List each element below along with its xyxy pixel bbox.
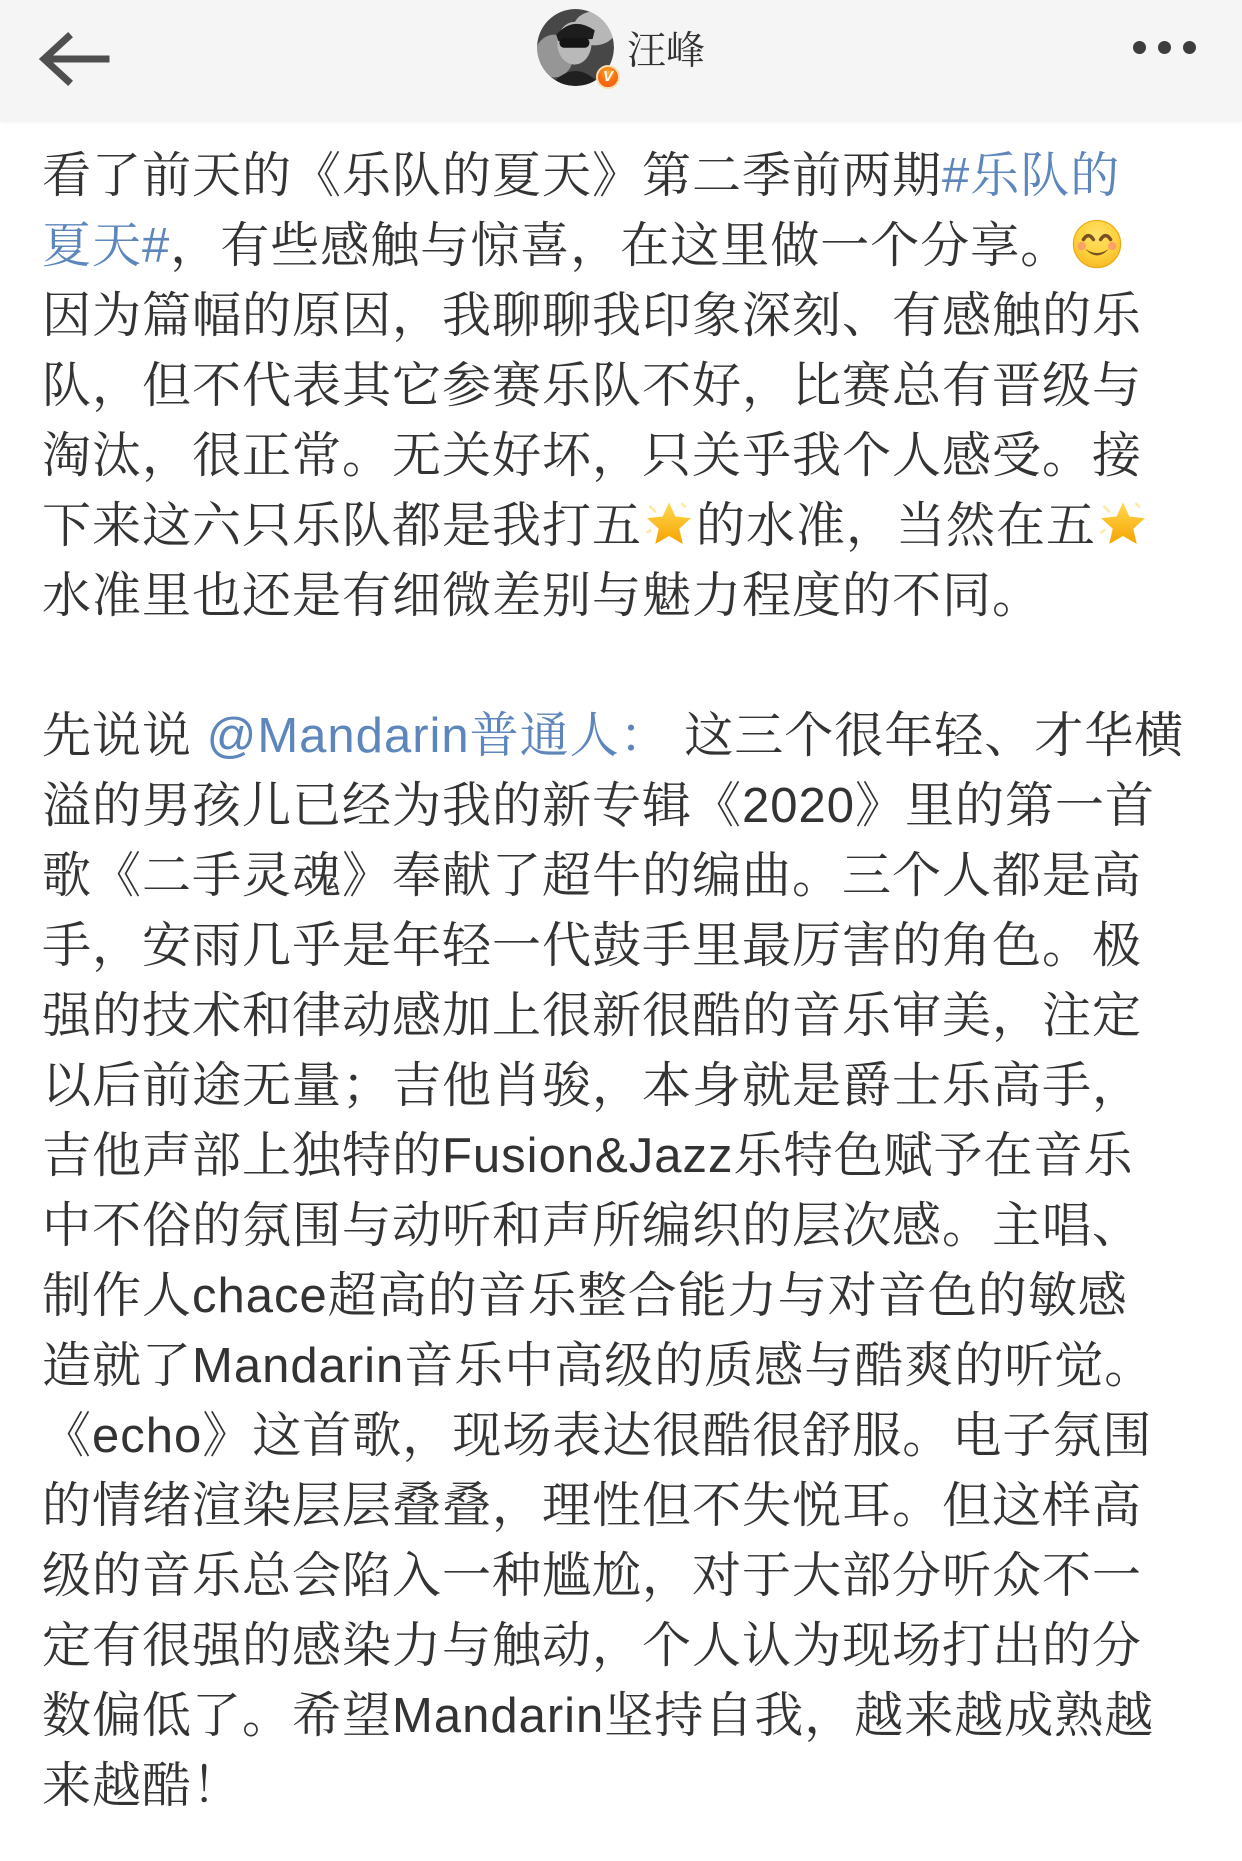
text-segment: 以后前途无量；吉他肖骏，本身就是爵士乐高手， [42, 1059, 1143, 1113]
post-body [0, 121, 1242, 1821]
text-segment: 队，但不代表其它参赛乐队不好，比赛总有晋级与 [42, 359, 1143, 413]
text-line [42, 701, 1200, 771]
verified-badge-icon: V [596, 65, 620, 89]
text-segment: 《echo》这首歌，现场表达很酷很舒服。电子氛围 [42, 1409, 1153, 1463]
text-line [42, 1401, 1200, 1471]
text-line [42, 1331, 1200, 1401]
text-segment: 级的音乐总会陷入一种尴尬，对于大部分听众不一 [42, 1549, 1143, 1603]
text-line [42, 981, 1200, 1051]
dot-icon [1183, 41, 1196, 54]
text-segment: 手，安雨几乎是年轻一代鼓手里最厉害的角色。极 [42, 919, 1143, 973]
text-segment: 溢的男孩儿已经为我的新专辑《2020》里的第一首 [42, 779, 1156, 833]
text-segment: 中不俗的氛围与动听和声所编织的层次感。主唱、 [42, 1199, 1143, 1253]
text-line [42, 1121, 1200, 1191]
text-line [42, 421, 1200, 491]
avatar[interactable] [537, 9, 614, 86]
text-segment: 下来这六只乐队都是我打五 [42, 499, 643, 553]
dot-icon [1133, 41, 1146, 54]
text-line [42, 1261, 1200, 1331]
text-line [42, 491, 1200, 561]
mention-link[interactable]: 夏天# [42, 219, 171, 273]
text-segment: ，有些感触与惊喜，在这里做一个分享。 [170, 219, 1071, 273]
author-header[interactable] [537, 9, 705, 86]
text-line [42, 911, 1200, 981]
text-segment: 的情绪渲染层层叠叠，理性但不失悦耳。但这样高 [42, 1479, 1143, 1533]
text-line [42, 561, 1200, 631]
text-segment: 的水准，当然在五 [696, 499, 1097, 553]
text-segment: 数偏低了。希望Mandarin坚持自我，越来越成熟越 [42, 1689, 1155, 1743]
text-line [42, 1681, 1200, 1751]
text-segment: 先说说 [42, 709, 207, 763]
text-segment: 水准里也还是有细微差别与魅力程度的不同。 [42, 569, 1043, 623]
back-arrow-icon [34, 76, 112, 91]
text-segment: 淘汰，很正常。无关好坏，只关乎我个人感受。接 [42, 429, 1143, 483]
text-segment: 制作人chace超高的音乐整合能力与对音色的敏感 [42, 1269, 1128, 1323]
text-line [42, 1611, 1200, 1681]
text-segment: 歌《二手灵魂》奉献了超牛的编曲。三个人都是高 [42, 849, 1143, 903]
text-line [42, 841, 1200, 911]
text-segment: 定有很强的感染力与触动，个人认为现场打出的分 [42, 1619, 1143, 1673]
text-line [42, 1191, 1200, 1261]
text-line [42, 1751, 1200, 1821]
star-emoji [644, 498, 694, 548]
text-line [42, 1471, 1200, 1541]
text-line [42, 771, 1200, 841]
text-line [42, 211, 1200, 281]
text-line [42, 281, 1200, 351]
mention-link[interactable]: @Mandarin普通人： [206, 709, 670, 763]
paragraph [42, 701, 1200, 1821]
text-line [42, 351, 1200, 421]
text-line [42, 141, 1200, 211]
paragraph [42, 141, 1200, 631]
smile-emoji [1072, 218, 1122, 268]
text-segment: 强的技术和律动感加上很新很酷的音乐审美，注定 [42, 989, 1143, 1043]
text-segment: 吉他声部上独特的Fusion&Jazz乐特色赋予在音乐 [42, 1129, 1134, 1183]
text-line [42, 1541, 1200, 1611]
text-segment: 看了前天的《乐队的夏天》第二季前两期 [42, 149, 943, 203]
text-segment: 来越酷！ [42, 1759, 243, 1813]
text-segment: 这三个很年轻、才华横 [669, 709, 1185, 763]
user-name[interactable]: 汪峰 [626, 29, 706, 73]
text-segment: 因为篇幅的原因，我聊聊我印象深刻、有感触的乐 [42, 289, 1143, 343]
hashtag-link[interactable]: #乐队的 [942, 149, 1121, 203]
back-button[interactable] [34, 30, 112, 88]
dot-icon [1158, 41, 1171, 54]
text-line [42, 1051, 1200, 1121]
more-options-button[interactable] [1133, 41, 1196, 54]
top-bar [0, 0, 1242, 121]
text-segment: 造就了Mandarin音乐中高级的质感与酷爽的听觉。 [42, 1339, 1155, 1393]
star-emoji [1098, 498, 1148, 548]
